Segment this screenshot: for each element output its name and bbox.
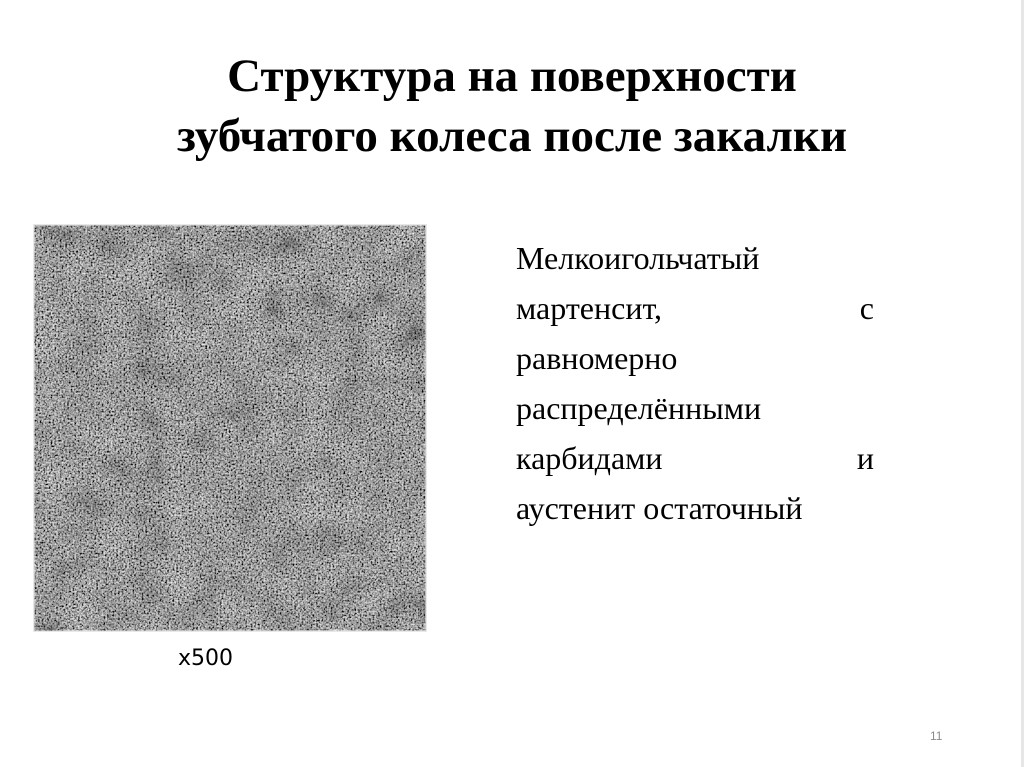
description-word: аустенит остаточный (516, 490, 803, 526)
description-word: и (856, 440, 874, 476)
slide-title (60, 46, 964, 166)
title-line-1: Структура на поверхности (227, 50, 797, 102)
description-line (516, 333, 874, 383)
title-line-2: зубчатого колеса после закалки (176, 110, 848, 162)
micrograph-image (33, 224, 427, 632)
description-line (516, 283, 874, 333)
page-number: 11 (930, 729, 943, 743)
description-word: Мелкоигольчатый (516, 240, 760, 276)
micrograph-texture (33, 224, 427, 632)
structure-description (516, 233, 874, 533)
magnification-label: х500 (178, 646, 234, 671)
description-line (516, 483, 874, 533)
description-line (516, 433, 874, 483)
description-line (516, 233, 874, 283)
description-word: равномерно (516, 340, 678, 376)
description-word: мартенсит, (516, 290, 663, 326)
description-word: с (859, 290, 874, 326)
description-word: распределёнными (516, 390, 762, 426)
description-word: карбидами (516, 440, 663, 476)
description-line (516, 383, 874, 433)
